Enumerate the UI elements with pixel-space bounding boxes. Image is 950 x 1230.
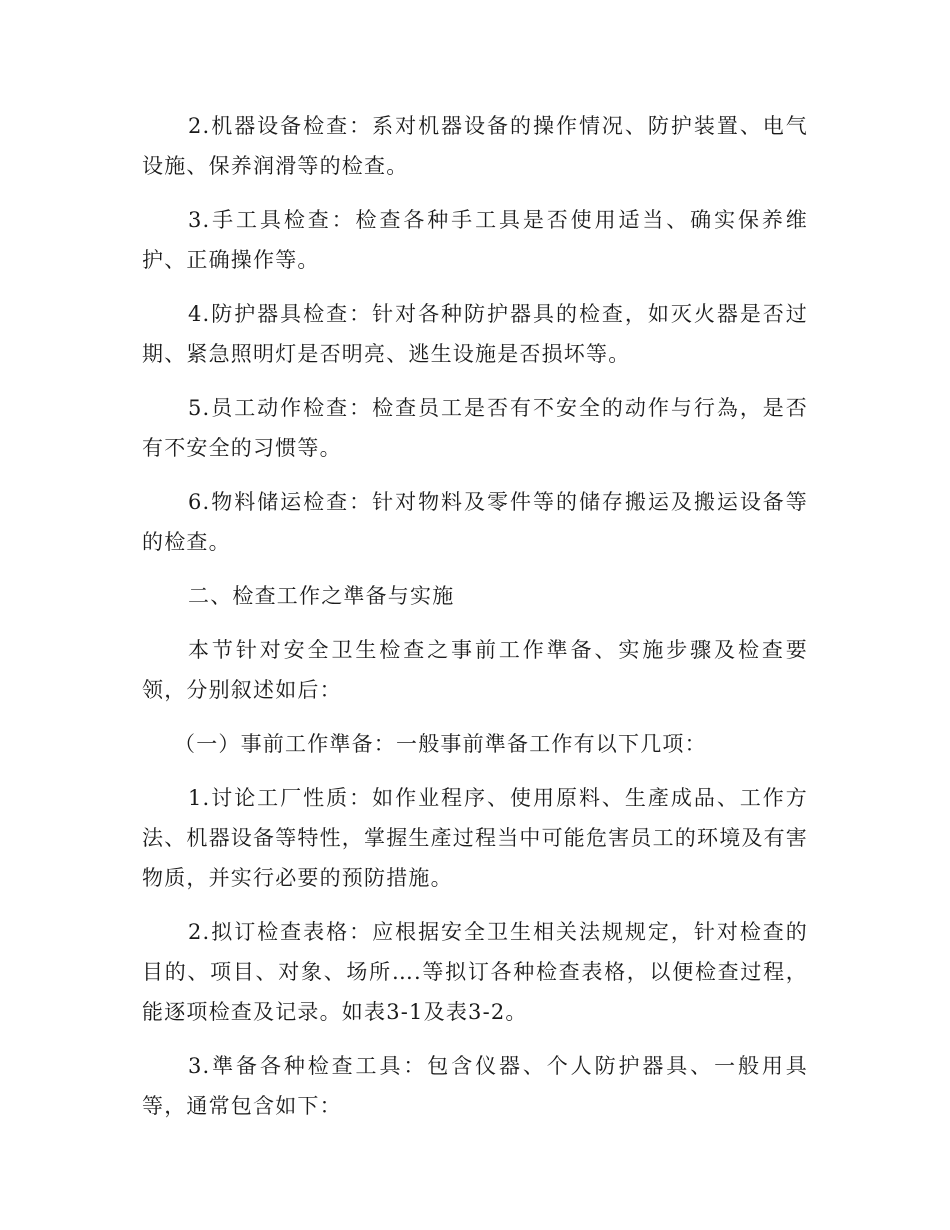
paragraph-factory-nature: 1.讨论工厂性质：如作业程序、使用原料、生產成品、工作方法、机器设备等特性，掌握生產过程当中可能危害员工的环境及有害物质，并实行必要的预防措施。 <box>142 786 808 890</box>
paragraph-section-intro: 本节针对安全卫生检查之事前工作準备、实施步骤及检查要领，分别叙述如后： <box>142 638 808 702</box>
subsection-heading: （一）事前工作準备：一般事前準备工作有以下几项： <box>174 732 707 756</box>
document-body <box>142 106 808 1140</box>
paragraph-protective-equipment-inspection: 4.防护器具检查：针对各种防护器具的检查，如灭火器是否过期、紧急照明灯是否明亮、逃生设施是否损坏等。 <box>142 302 808 366</box>
paragraph-employee-action-inspection: 5.员工动作检查：检查员工是否有不安全的动作与行為，是否有不安全的习惯等。 <box>142 396 808 460</box>
paragraph-material-storage-inspection: 6.物料储运检查：针对物料及零件等的储存搬运及搬运设备等的检查。 <box>142 490 808 554</box>
section-heading: 二、检查工作之準备与实施 <box>188 584 455 608</box>
paragraph-checklist-forms: 2.拟订检查表格：应根据安全卫生相关法规规定，针对检查的目的、项目、对象、场所….等拟订各种检查表格，以便检查过程，能逐项检查及记录。如表3-1及表3-2。 <box>142 920 808 1024</box>
paragraph-inspection-tools: 3.準备各种检查工具：包含仪器、个人防护器具、一般用具等，通常包含如下： <box>142 1054 808 1118</box>
paragraph-hand-tool-inspection: 3.手工具检查：检查各种手工具是否使用适当、确实保养维护、正确操作等。 <box>142 208 808 272</box>
paragraph-machine-inspection: 2.机器设备检查：系对机器设备的操作情况、防护装置、电气设施、保养润滑等的检查。 <box>142 114 808 178</box>
